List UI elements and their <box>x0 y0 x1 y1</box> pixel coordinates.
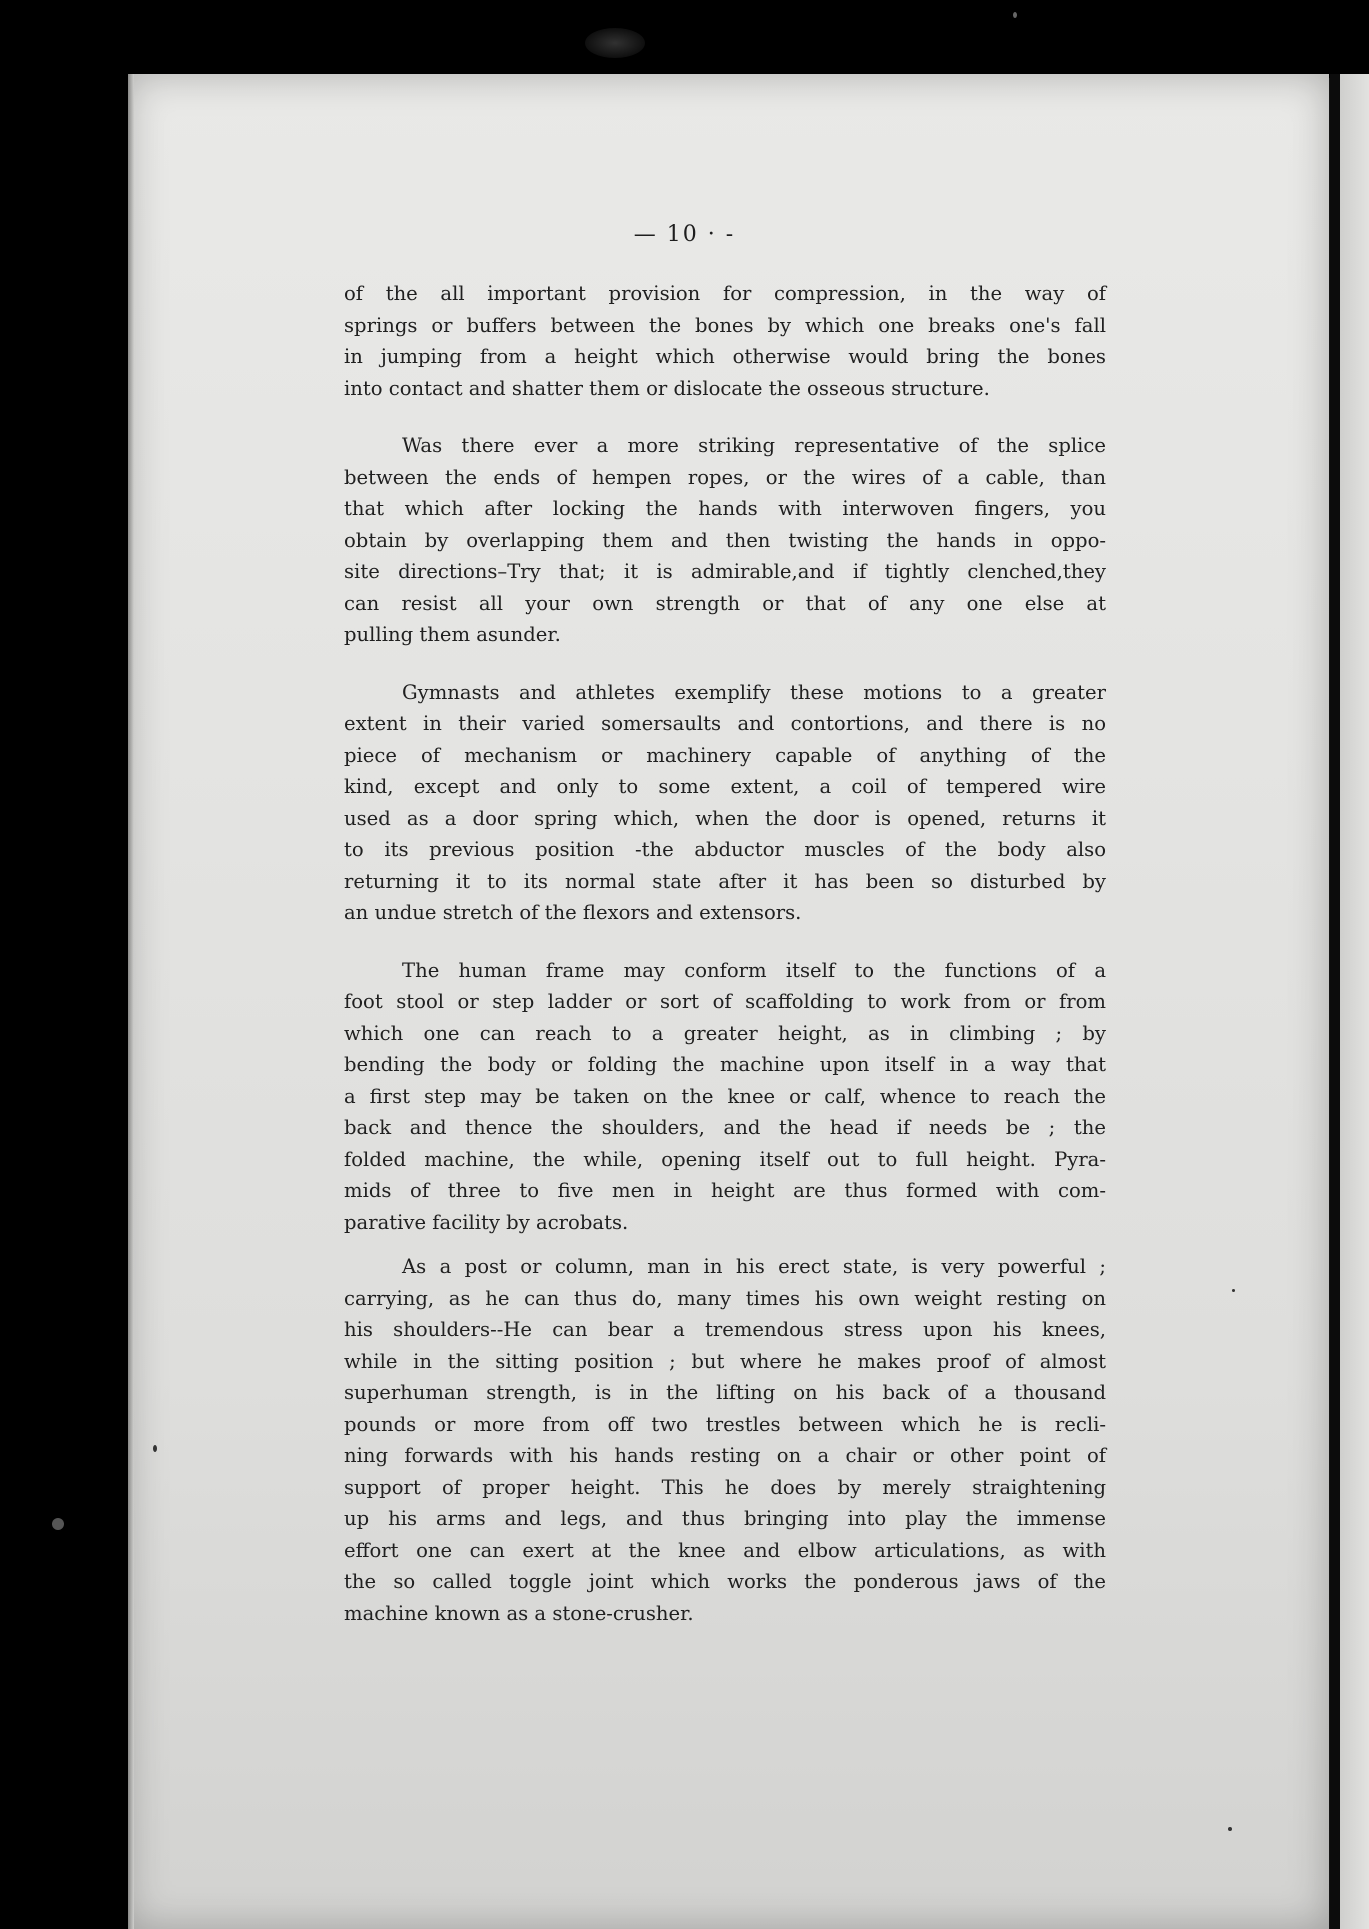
adjacent-page-strip <box>1340 74 1369 1929</box>
text-line: mids of three to five men in height are thus formed with com- <box>344 1179 1106 1202</box>
page-number: — 10 · - <box>633 222 736 247</box>
scan-speck <box>1232 1289 1235 1292</box>
text-line: can resist all your own strength or that of any one else at <box>344 591 1106 615</box>
text-line: foot stool or step ladder or sort of scaffolding to work from or from <box>344 990 1106 1013</box>
text-line: springs or buffers between the bones by which one breaks one's fall <box>344 313 1106 337</box>
text-line: in jumping from a height which otherwise would bring the bones <box>344 345 1106 368</box>
text-line: Was there ever a more striking representative of the splice <box>402 434 1106 457</box>
text-line: The human frame may conform itself to the functions of a <box>402 958 1106 982</box>
scan-speck <box>1013 12 1017 18</box>
text-line: a first step may be taken on the knee or calf, whence to reach the <box>344 1084 1106 1108</box>
text-line: folded machine, the while, opening itself out to full height. Pyra- <box>344 1147 1106 1171</box>
text-line: of the all important provision for compression, in the way of <box>344 282 1106 305</box>
text-line: bending the body or folding the machine upon itself in a way that <box>344 1053 1106 1076</box>
scan-left-border <box>0 0 128 1929</box>
text-line: site directions–Try that; it is admirable,and if tightly clenched,they <box>344 560 1106 583</box>
paper-edge <box>128 74 134 1929</box>
text-line: back and thence the shoulders, and the head if needs be ; the <box>344 1116 1106 1139</box>
text-line: obtain by overlapping them and then twisting the hands in oppo- <box>344 528 1106 552</box>
text-line: between the ends of hempen ropes, or the wires of a cable, than <box>344 465 1106 489</box>
text-line: into contact and shatter them or dislocate the osseous structure. <box>344 376 990 400</box>
text-line: pounds or more from off two trestles between which he is recli- <box>344 1412 1106 1436</box>
text-line: an undue stretch of the flexors and extensors. <box>344 901 802 924</box>
scan-speck <box>153 1445 157 1452</box>
text-line: up his arms and legs, and thus bringing into play the immense <box>344 1507 1106 1530</box>
scan-smudge <box>585 28 645 58</box>
text-line: carrying, as he can thus do, many times his own weight resting on <box>344 1286 1106 1310</box>
text-line: machine known as a stone-crusher. <box>344 1601 694 1625</box>
text-line: his shoulders--He can bear a tremendous stress upon his knees, <box>344 1318 1106 1341</box>
text-line: which one can reach to a greater height, as in climbing ; by <box>344 1021 1106 1045</box>
text-line: piece of mechanism or machinery capable of anything of the <box>344 743 1106 767</box>
text-line: superhuman strength, is in the lifting on his back of a thousand <box>344 1381 1106 1404</box>
text-line: As a post or column, man in his erect state, is very powerful ; <box>402 1255 1106 1278</box>
text-line: kind, except and only to some extent, a coil of tempered wire <box>344 775 1106 798</box>
body-text <box>344 278 1106 1629</box>
text-line: extent in their varied somersaults and contortions, and there is no <box>344 712 1106 735</box>
text-line: returning it to its normal state after it has been so disturbed by <box>344 869 1106 893</box>
scan-top-border <box>0 0 1369 78</box>
text-line: support of proper height. This he does by merely straightening <box>344 1475 1106 1499</box>
text-line: while in the sitting position ; but where he makes proof of almost <box>344 1349 1106 1373</box>
text-line: to its previous position -the abductor muscles of the body also <box>344 838 1106 861</box>
scan-speck <box>1228 1827 1232 1831</box>
text-line: pulling them asunder. <box>344 623 561 646</box>
text-line: effort one can exert at the knee and elbow articulations, as with <box>344 1538 1106 1562</box>
text-line: used as a door spring which, when the door is opened, returns it <box>344 806 1106 830</box>
text-line: that which after locking the hands with interwoven fingers, you <box>344 497 1106 520</box>
text-line: parative facility by acrobats. <box>344 1210 629 1234</box>
page-fold-line <box>1330 74 1340 1929</box>
text-line: ning forwards with his hands resting on a chair or other point of <box>344 1444 1106 1467</box>
text-line: Gymnasts and athletes exemplify these motions to a greater <box>402 680 1106 704</box>
text-line: the so called toggle joint which works the ponderous jaws of the <box>344 1570 1106 1593</box>
scan-speck <box>52 1518 64 1530</box>
